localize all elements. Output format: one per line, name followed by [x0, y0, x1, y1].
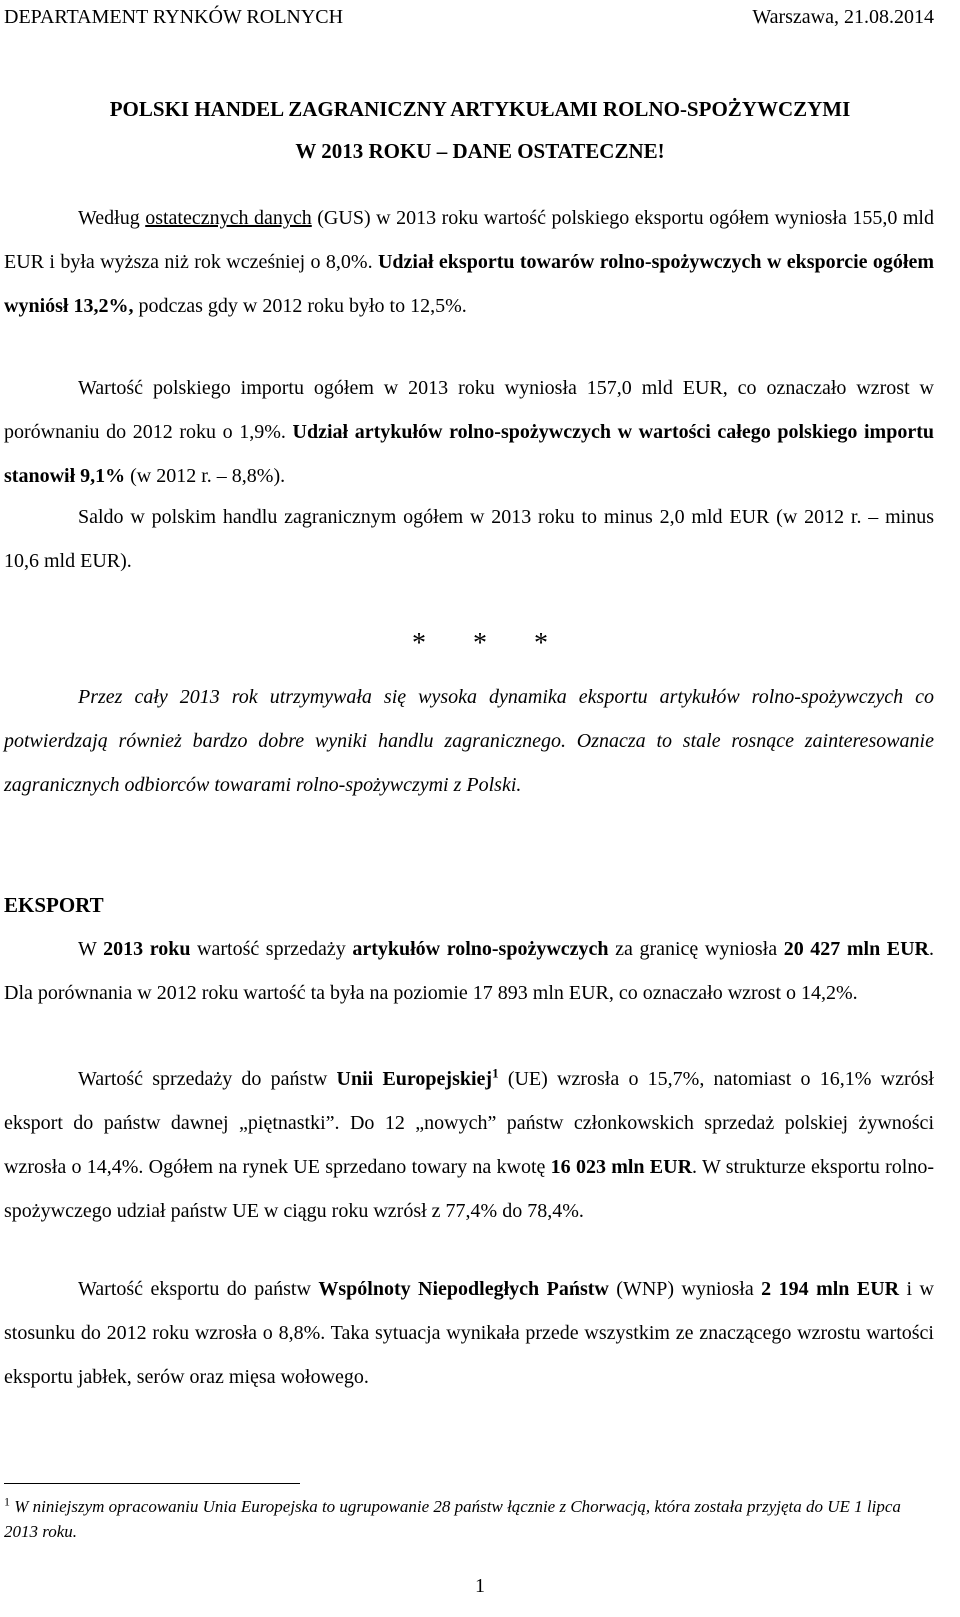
text-run: Saldo w polskim handlu zagranicznym ogółem w 2013 roku to minus 2,0 mld EUR (w 2012 r. – minus 10,6 mld EUR).: [4, 506, 934, 572]
text-run: Wartość eksportu do państw: [78, 1278, 319, 1300]
page-number: 1: [475, 1575, 485, 1597]
document-title: [0, 88, 960, 172]
text-run: (w 2012 r. – 8,8%).: [125, 465, 286, 487]
text-run: (UE) wzrosła o 15,7%, natomiast o 16,1% wzrósł eksport do państw dawnej „piętnastki”. Do 12 „nowych” państw członkowskich sprzedaż polskiej żywności wzrosła o 14,4%. Ogółem na rynek UE sprzedano towary na kwotę: [4, 1068, 934, 1178]
text-run: Wartość sprzedaży do państw: [78, 1068, 337, 1090]
bold-text-run: artykułów rolno-spożywczych: [352, 938, 609, 960]
paragraph-export-eu: [4, 1057, 934, 1233]
paragraph-export-value: [4, 927, 934, 1015]
paragraph-italic-summary: [4, 675, 934, 807]
paragraph-export-cis: [4, 1267, 934, 1399]
paragraph-import-total: [4, 366, 934, 498]
section-separator-stars: * * *: [412, 628, 548, 659]
bold-text-run: Udział artykułów rolno-spożywczych w wartości całego polskiego importu stanowił 9,1%: [4, 421, 934, 487]
text-run: Wartość polskiego importu ogółem w 2013 roku wyniosła 157,0 mld EUR, co oznaczało wzrost w porównaniu do 2012 roku o 1,9%.: [4, 377, 934, 443]
text-run: podczas gdy w 2012 roku było to 12,5%.: [133, 295, 467, 317]
bold-text-run: 2 194 mln EUR: [761, 1278, 900, 1300]
footnote-text: W niniejszym opracowaniu Unia Europejska to ugrupowanie 28 państw łącznie z Chorwacją, która została przyjęta do UE 1 lipca 2013 roku.: [4, 1497, 901, 1541]
title-line-2: W 2013 ROKU – DANE OSTATECZNE!: [295, 139, 665, 163]
bold-text-run: Wspólnoty Niepodległych Państw: [318, 1278, 609, 1300]
bold-text-run: 16 023 mln EUR: [550, 1156, 693, 1178]
bold-text-run: Udział eksportu towarów rolno-spożywczych w eksporcie ogółem wyniósł 13,2%,: [4, 251, 934, 317]
footnote-reference[interactable]: 1: [492, 1065, 499, 1081]
footnote-number: 1: [4, 1494, 10, 1509]
title-line-1: POLSKI HANDEL ZAGRANICZNY ARTYKUŁAMI ROLNO-SPOŻYWCZYMI: [109, 97, 851, 121]
paragraph-export-total: [4, 196, 934, 328]
bold-text-run: Unii Europejskiej: [336, 1068, 493, 1090]
bold-text-run: 20 427 mln EUR: [783, 938, 929, 960]
text-run: Przez cały 2013 rok utrzymywała się wysoka dynamika eksportu artykułów rolno-spożywczych co potwierdzają również bardzo dobre wyniki handlu zagranicznego. Oznacza to stale rosnące zainteresowanie zagranicznych odbiorców towarami rolno-spożywczymi z Polski.: [4, 686, 934, 796]
document-header: [4, 6, 934, 36]
text-run: W: [78, 938, 104, 960]
footnote-divider: [4, 1483, 300, 1484]
text-run: za granicę wyniosła: [608, 938, 784, 960]
text-run: . Dla porównania w 2012 roku wartość ta była na poziomie 17 893 mln EUR, co oznaczało wzrost o 14,2%.: [4, 938, 934, 1004]
link-final-data[interactable]: ostatecznych danych: [145, 207, 312, 229]
text-run: wartość sprzedaży: [190, 938, 353, 960]
document-date: Warszawa, 21.08.2014: [752, 6, 934, 28]
section-title-export: EKSPORT: [4, 893, 104, 917]
paragraph-trade-balance: [4, 495, 934, 583]
footnote: [4, 1494, 934, 1544]
text-run: i w stosunku do 2012 roku wzrosła o 8,8%. Taka sytuacja wynikała przede wszystkim ze znaczącego wzrostu wartości eksportu jabłek, serów oraz mięsa wołowego.: [4, 1278, 934, 1388]
text-run: (GUS) w 2013 roku wartość polskiego eksportu ogółem wyniosła 155,0 mld EUR i była wyższa niż rok wcześniej o 8,0%.: [4, 207, 934, 273]
text-run: (WNP) wyniosła: [608, 1278, 762, 1300]
department-name: DEPARTAMENT RYNKÓW ROLNYCH: [4, 6, 344, 28]
bold-text-run: 2013 roku: [103, 938, 191, 960]
text-run: . W strukturze eksportu rolno-spożywczego udział państw UE w ciągu roku wzrósł z 77,4% do 78,4%.: [4, 1156, 934, 1222]
text-run: Według: [78, 207, 146, 229]
